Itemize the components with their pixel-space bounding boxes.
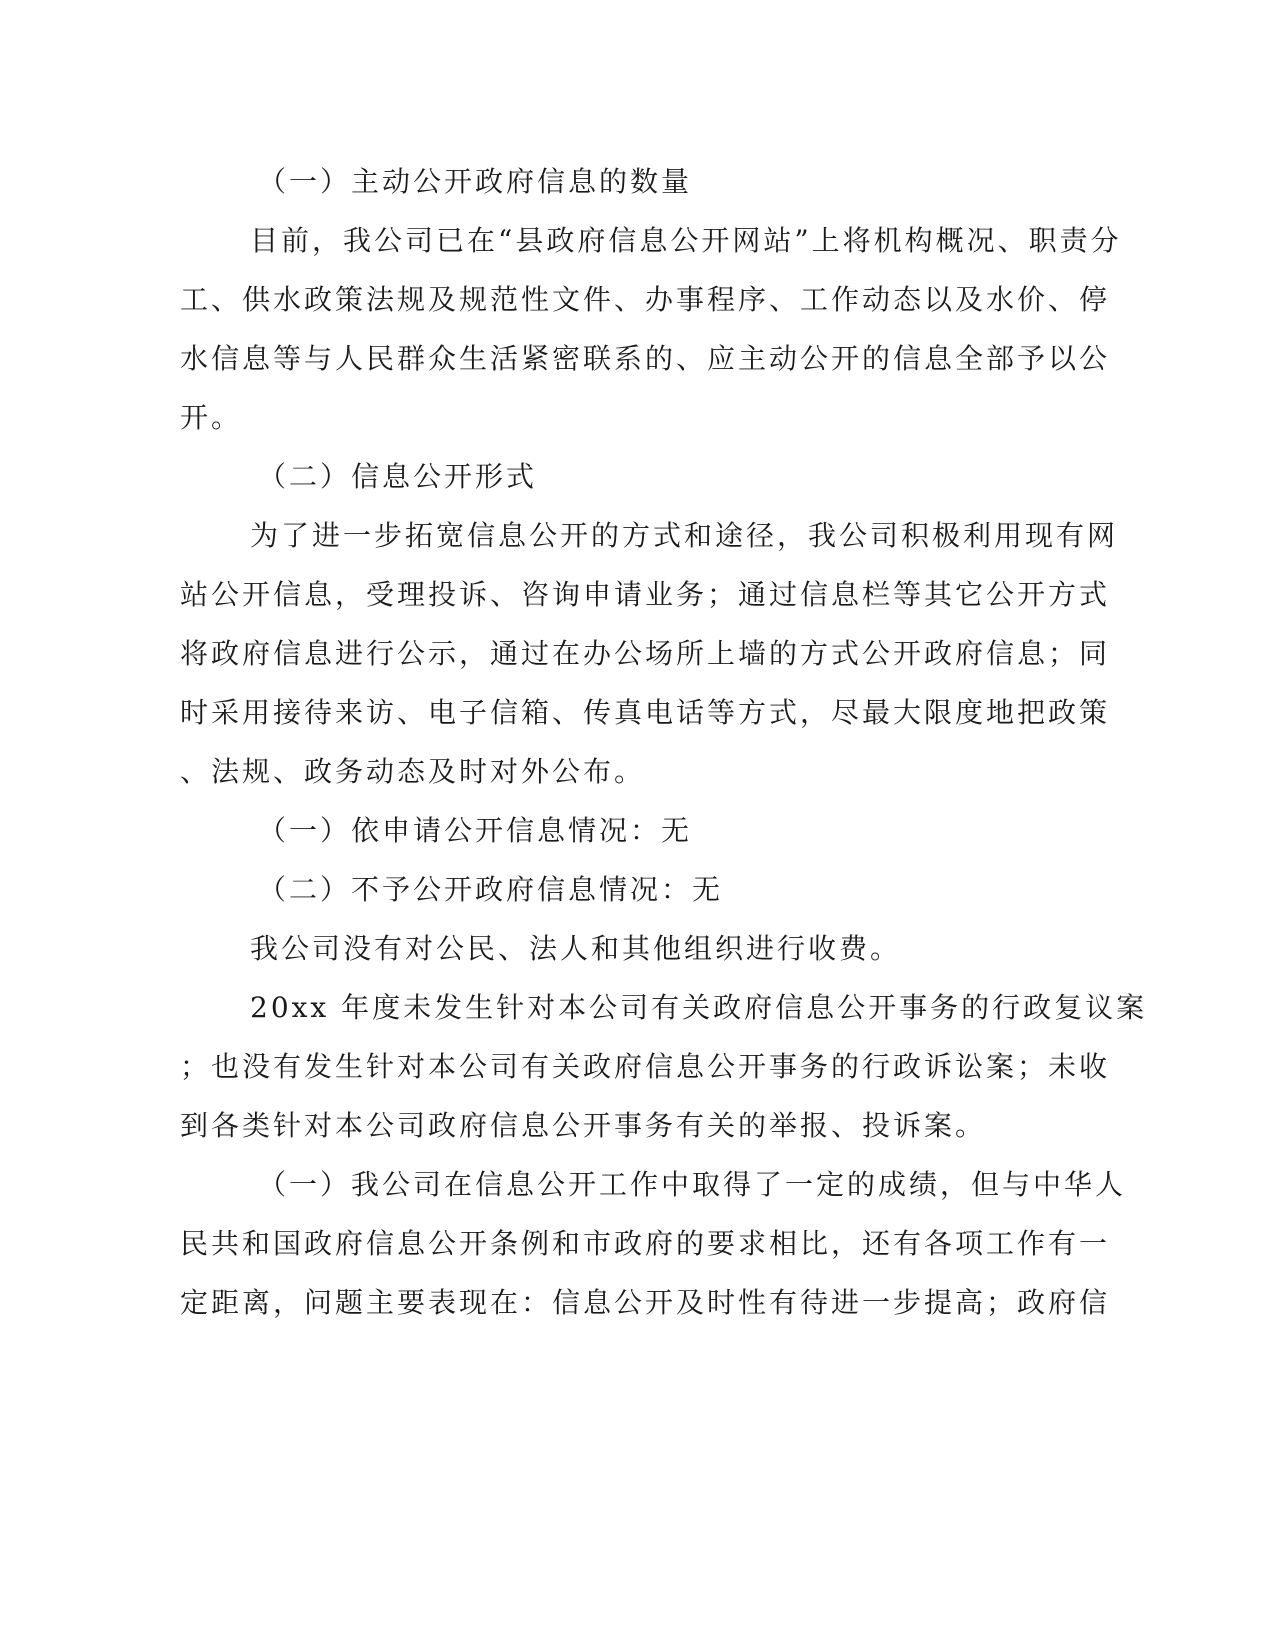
- heading-active-disclosure-count: （一）主动公开政府信息的数量: [258, 165, 693, 198]
- paragraph-line: ；也没有发生针对本公司有关政府信息公开事务的行政诉讼案；未收: [180, 1050, 1111, 1083]
- paragraph-line: 目前，我公司已在“县政府信息公开网站”上将机构概况、职责分: [250, 224, 1122, 257]
- paragraph-line: 站公开信息，受理投诉、咨询申请业务；通过信息栏等其它公开方式: [180, 578, 1111, 611]
- heading-non-disclosure: （二）不予公开政府信息情况：无: [258, 873, 724, 906]
- paragraph-line: 将政府信息进行公示，通过在办公场所上墙的方式公开政府信息；同: [180, 637, 1111, 670]
- paragraph-line: 定距离，问题主要表现在：信息公开及时性有待进一步提高；政府信: [180, 1286, 1111, 1319]
- paragraph-line: 我公司没有对公民、法人和其他组织进行收费。: [250, 932, 902, 965]
- paragraph-line: 工、供水政策法规及规范性文件、办事程序、工作动态以及水价、停: [180, 283, 1111, 316]
- paragraph-line: 水信息等与人民群众生活紧密联系的、应主动公开的信息全部予以公: [180, 342, 1111, 375]
- paragraph-line: 民共和国政府信息公开条例和市政府的要求相比，还有各项工作有一: [180, 1227, 1111, 1260]
- paragraph-line: 开。: [180, 401, 243, 434]
- paragraph-line: （一）我公司在信息公开工作中取得了一定的成绩，但与中华人: [258, 1168, 1127, 1201]
- paragraph-line: 时采用接待来访、电子信箱、传真电话等方式，尽最大限度地把政策: [180, 696, 1111, 729]
- heading-disclosure-form: （二）信息公开形式: [258, 460, 538, 493]
- paragraph-line: 为了进一步拓宽信息公开的方式和途径，我公司积极利用现有网: [250, 519, 1119, 552]
- paragraph-line: 到各类针对本公司政府信息公开事务有关的举报、投诉案。: [180, 1109, 987, 1142]
- heading-request-disclosure: （一）依申请公开信息情况：无: [258, 814, 693, 847]
- paragraph-line: 20xx 年度未发生针对本公司有关政府信息公开事务的行政复议案: [250, 991, 1148, 1024]
- paragraph-line: 、法规、政务动态及时对外公布。: [180, 755, 646, 788]
